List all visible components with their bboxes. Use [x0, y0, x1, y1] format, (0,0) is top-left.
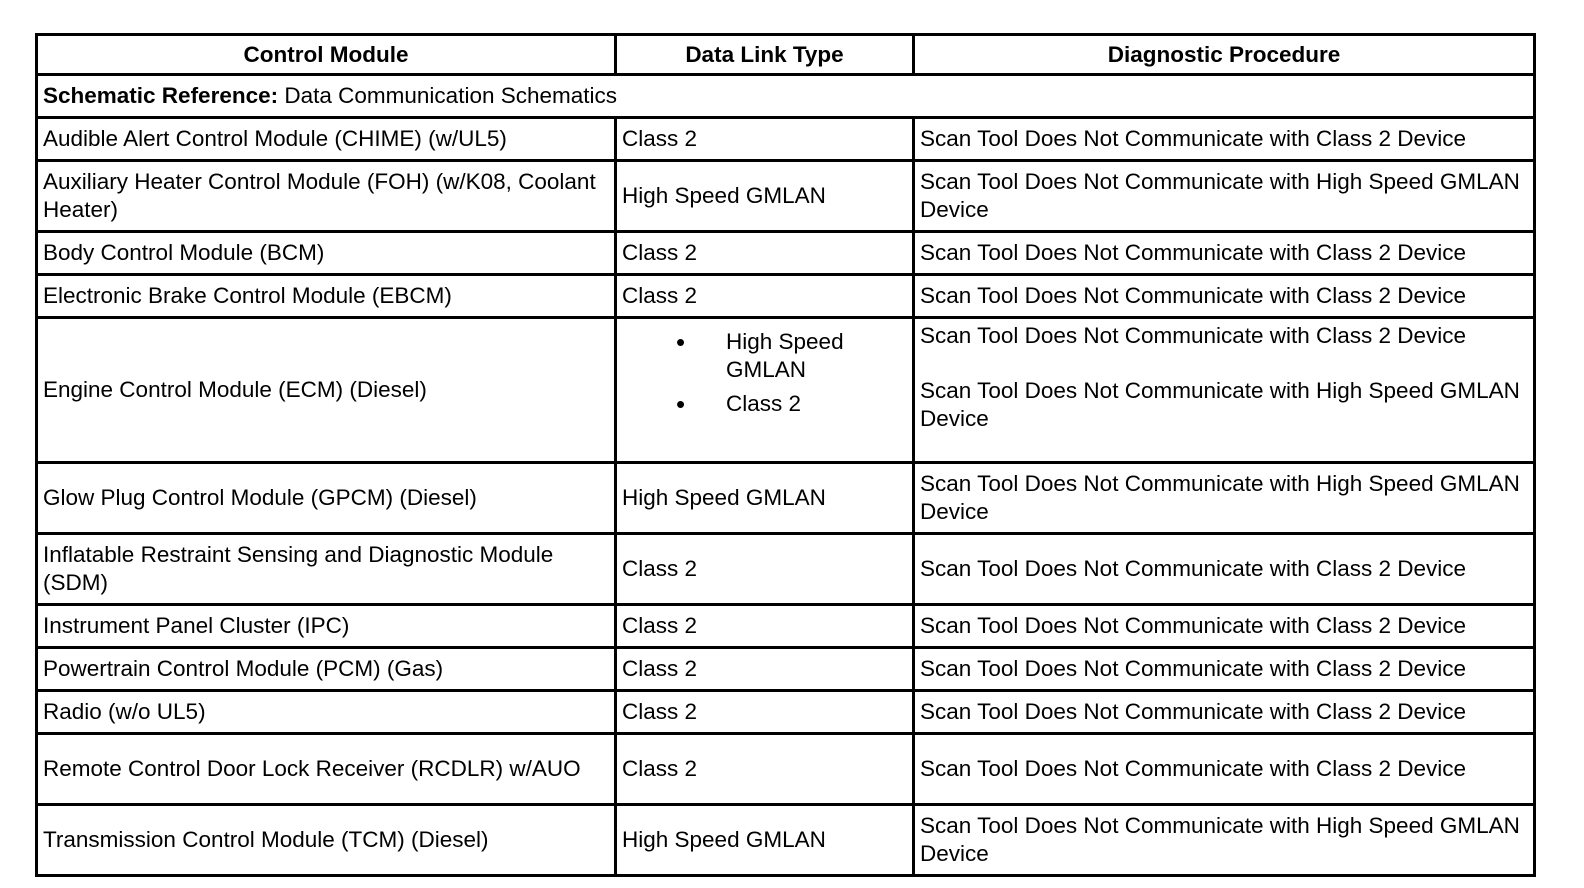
procedure-link[interactable]: Scan Tool Does Not Communicate with High Speed GMLAN Device: [914, 463, 1535, 534]
link-type-item: • High Speed GMLAN: [726, 328, 907, 384]
module-cell: Inflatable Restraint Sensing and Diagnostic Module (SDM): [37, 534, 616, 605]
module-cell: Radio (w/o UL5): [37, 691, 616, 734]
table-row: [37, 534, 1535, 605]
procedure-link[interactable]: Scan Tool Does Not Communicate with Class 2 Device: [914, 118, 1535, 161]
procedure-link[interactable]: Scan Tool Does Not Communicate with Class 2 Device: [914, 275, 1535, 318]
procedure-link[interactable]: Scan Tool Does Not Communicate with Class 2 Device: [914, 232, 1535, 275]
table-row: [37, 118, 1535, 161]
table-row: [37, 734, 1535, 805]
table-row: [37, 161, 1535, 232]
procedure-link[interactable]: Scan Tool Does Not Communicate with High Speed GMLAN Device: [920, 378, 1520, 431]
control-module-table: [35, 33, 1536, 877]
procedure-link[interactable]: Scan Tool Does Not Communicate with Class 2 Device: [914, 534, 1535, 605]
module-cell: Auxiliary Heater Control Module (FOH) (w/K08, Coolant Heater): [37, 161, 616, 232]
header-data-link-type: Data Link Type: [616, 35, 914, 75]
module-cell: Transmission Control Module (TCM) (Diesel): [37, 805, 616, 876]
header-control-module: Control Module: [37, 35, 616, 75]
header-diagnostic-procedure: Diagnostic Procedure: [914, 35, 1535, 75]
link-type-cell: Class 2: [616, 691, 914, 734]
module-cell: Instrument Panel Cluster (IPC): [37, 605, 616, 648]
link-type-cell: High Speed GMLAN: [616, 161, 914, 232]
module-cell: Engine Control Module (ECM) (Diesel): [37, 318, 616, 463]
procedure-link[interactable]: Scan Tool Does Not Communicate with Class 2 Device: [914, 605, 1535, 648]
link-type-cell: Class 2: [616, 734, 914, 805]
table-row: [37, 232, 1535, 275]
module-cell: Powertrain Control Module (PCM) (Gas): [37, 648, 616, 691]
schematic-reference-link[interactable]: Data Communication Schematics: [284, 82, 618, 108]
module-cell: Glow Plug Control Module (GPCM) (Diesel): [37, 463, 616, 534]
table-row: [37, 805, 1535, 876]
link-type-cell: Class 2: [616, 232, 914, 275]
link-type-list: [622, 328, 907, 418]
table-row: [37, 691, 1535, 734]
procedure-link[interactable]: Scan Tool Does Not Communicate with High Speed GMLAN Device: [914, 161, 1535, 232]
procedure-cell: [914, 318, 1535, 463]
table-row: [37, 605, 1535, 648]
procedure-link[interactable]: Scan Tool Does Not Communicate with High Speed GMLAN Device: [914, 805, 1535, 876]
link-type-cell: Class 2: [616, 534, 914, 605]
procedure-link[interactable]: Scan Tool Does Not Communicate with Class 2 Device: [914, 648, 1535, 691]
table-row: [37, 463, 1535, 534]
module-cell: Body Control Module (BCM): [37, 232, 616, 275]
procedure-link[interactable]: Scan Tool Does Not Communicate with Class 2 Device: [914, 691, 1535, 734]
table-row: [37, 318, 1535, 463]
table-header-row: [37, 35, 1535, 75]
table-row: [37, 275, 1535, 318]
link-type-cell: High Speed GMLAN: [616, 463, 914, 534]
schematic-reference-row: [37, 75, 1535, 118]
link-type-cell: Class 2: [616, 648, 914, 691]
schematic-reference-label: Schematic Reference:: [43, 82, 279, 108]
procedure-link[interactable]: Scan Tool Does Not Communicate with Class 2 Device: [920, 323, 1467, 348]
link-type-cell: [616, 318, 914, 463]
schematic-reference-cell: [37, 75, 1535, 118]
link-type-cell: Class 2: [616, 118, 914, 161]
module-cell: Audible Alert Control Module (CHIME) (w/UL5): [37, 118, 616, 161]
table-row: [37, 648, 1535, 691]
procedure-link[interactable]: Scan Tool Does Not Communicate with Class 2 Device: [914, 734, 1535, 805]
link-type-cell: High Speed GMLAN: [616, 805, 914, 876]
link-type-cell: Class 2: [616, 275, 914, 318]
module-cell: Remote Control Door Lock Receiver (RCDLR) w/AUO: [37, 734, 616, 805]
procedure-spacer: [920, 350, 1528, 377]
link-type-item: • Class 2: [726, 390, 907, 418]
module-cell: Electronic Brake Control Module (EBCM): [37, 275, 616, 318]
link-type-cell: Class 2: [616, 605, 914, 648]
